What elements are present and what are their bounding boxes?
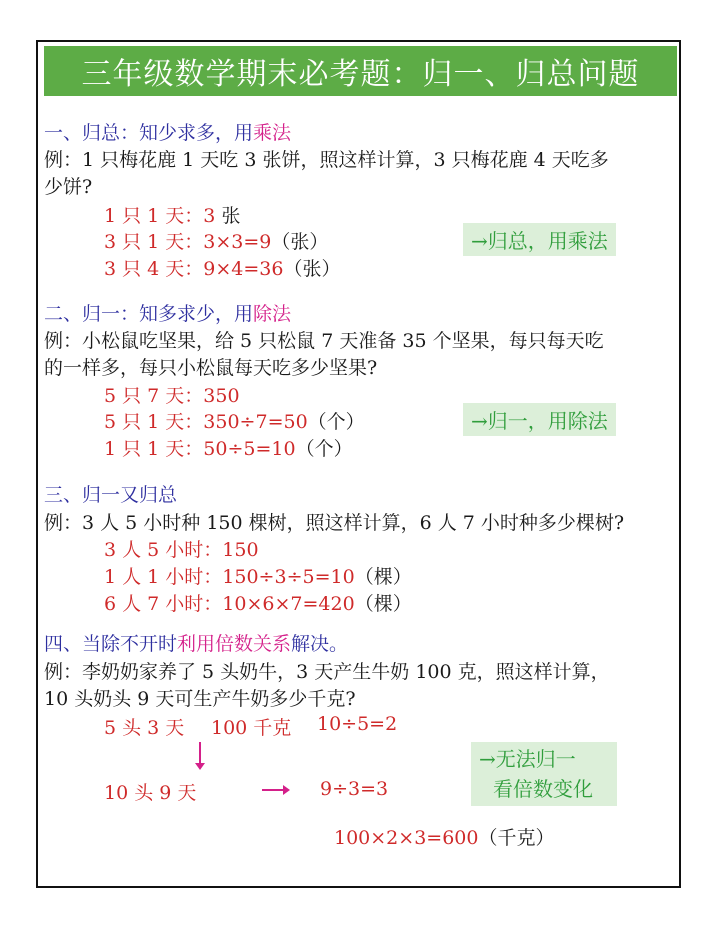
section-3-step-1 <box>104 535 259 562</box>
section-2-step-1 <box>104 381 240 408</box>
section-1-example-line-2: 少饼? <box>44 176 93 198</box>
section-4-example-line-2: 10 头奶头 9 天可生产牛奶多少千克? <box>44 688 356 710</box>
step-unit: （棵） <box>354 566 412 588</box>
section-1-step-1 <box>104 201 240 228</box>
section-2-heading-prefix: 二、归一：知多求少，用 <box>44 303 254 325</box>
section-2-step-2 <box>104 407 365 434</box>
section-4-example-line-1: 例：李奶奶家养了 5 头奶牛，3 天产生牛奶 100 克，照这样计算， <box>44 661 610 683</box>
section-4-result <box>334 823 554 850</box>
section-4-heading-highlight: 利用倍数关系 <box>177 633 292 655</box>
page-title: 三年级数学期末必考题：归一、归总问题 <box>44 46 677 96</box>
section-4-note-line-1: →无法归一 <box>479 747 576 771</box>
step-expr: 3 只 1 天：3×3=9 <box>104 231 272 253</box>
section-4-row-2-a: 10 头 9 天 <box>104 782 197 804</box>
section-4-note-line-2: 看倍数变化 <box>493 777 593 801</box>
step-unit: 张 <box>221 205 241 227</box>
arrow-right-icon <box>262 789 284 791</box>
step-unit: （张） <box>283 258 341 280</box>
step-expr: 1 只 1 天：50÷5=10 <box>104 438 296 460</box>
section-1-heading <box>44 118 291 145</box>
section-1-step-2 <box>104 227 328 254</box>
step-expr: 5 只 1 天：350÷7=50 <box>104 411 308 433</box>
section-4-row-1-a: 5 头 3 天 <box>104 717 185 739</box>
section-1-heading-prefix: 一、归总：知少求多，用 <box>44 122 254 144</box>
step-expr: 1 只 1 天：3 <box>104 205 216 227</box>
section-2-note: →归一，用除法 <box>463 403 616 436</box>
section-4-row-1-b: 100 千克 <box>211 717 292 739</box>
section-3-example-line-1: 例：3 人 5 小时种 150 棵树，照这样计算，6 人 7 小时种多少棵树? <box>44 512 625 534</box>
step-expr: 3 人 5 小时：150 <box>104 539 259 561</box>
step-unit: （棵） <box>354 593 412 615</box>
section-2-heading <box>44 299 291 326</box>
section-4-heading-suffix: 解决。 <box>291 633 349 655</box>
section-4-row-2-c: 9÷3=3 <box>320 778 389 800</box>
section-3-heading: 三、归一又归总 <box>44 484 178 506</box>
section-1-note: →归总，用乘法 <box>463 223 616 256</box>
step-unit: （张） <box>271 231 329 253</box>
arrow-down-icon <box>199 742 201 764</box>
step-expr: 3 只 4 天：9×4=36 <box>104 258 284 280</box>
section-2-example-line-1: 例：小松鼠吃坚果，给 5 只松鼠 7 天准备 35 个坚果，每只每天吃 <box>44 330 604 352</box>
step-unit: （个） <box>295 438 353 460</box>
section-4-note <box>471 742 617 806</box>
section-1-example-line-1: 例：1 只梅花鹿 1 天吃 3 张饼，照这样计算，3 只梅花鹿 4 天吃多 <box>44 149 609 171</box>
section-4-heading-prefix: 四、当除不开时 <box>44 633 178 655</box>
step-unit: （个） <box>307 411 365 433</box>
section-1-heading-highlight: 乘法 <box>253 122 292 144</box>
section-3-step-2 <box>104 562 412 589</box>
step-expr: 1 人 1 小时：150÷3÷5=10 <box>104 566 355 588</box>
section-2-heading-highlight: 除法 <box>253 303 292 325</box>
step-expr: 6 人 7 小时：10×6×7=420 <box>104 593 355 615</box>
section-4-row-1-c: 10÷5=2 <box>317 713 398 735</box>
section-4-heading <box>44 629 348 656</box>
result-expr: 100×2×3=600 <box>334 827 479 849</box>
result-unit: （千克） <box>478 827 555 849</box>
section-2-step-3 <box>104 434 353 461</box>
section-2-example-line-2: 的一样多，每只小松鼠每天吃多少坚果? <box>44 357 378 379</box>
section-3-step-3 <box>104 589 412 616</box>
step-expr: 5 只 7 天：350 <box>104 385 240 407</box>
section-1-step-3 <box>104 254 341 281</box>
